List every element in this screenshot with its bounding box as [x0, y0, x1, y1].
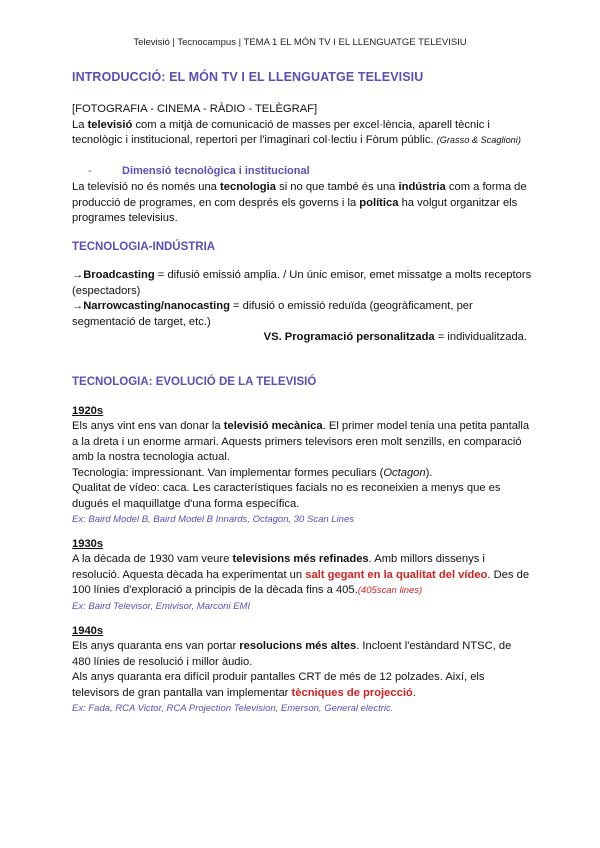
decade-1920s-title: 1920s: [72, 405, 104, 417]
bullet-dot: -: [88, 165, 92, 177]
decade-1920s-text: Els anys vint ens van donar la televisió mecànica. El primer model tenia una petita pantalla a la dreta i un enorme armari. Aquests primers televisors eren molt senzills, en comparació amb la nostra tecnologia actual. Tecnologia: impressionant. Van implementar formes peculiars (Octagon). Qualitat de vídeo: caca. Les característiques facials no es reconeixien a menys que es dugués el maquillatge d'una forma específica. Ex: Baird Model B, Baird Model B Innards, Octagon, 30 Scan Lines: [72, 419, 532, 528]
arrow-icon: →: [72, 269, 84, 281]
dimension-paragraph: La televisió no és només una tecnologia si no que també és una indústria com a forma de producció de programes, en com després els governs i la política ha volgut organitzar els programes televisius.: [72, 181, 527, 224]
intro-brackets: [FOTOGRAFIA - CINEMA - RÀDIO - TELÈGRAF]: [72, 103, 318, 115]
page-header: Televisió | Tecnocampus | TEMA 1 EL MÓN TV I EL LLENGUATGE TELEVISIU: [133, 37, 467, 48]
decade-1940s-title: 1940s: [72, 625, 104, 637]
arrow-icon: →: [72, 300, 84, 312]
highlight-red: salt gegant en la qualitat del vídeo: [305, 568, 488, 581]
vs-line: VS. Programació personalitzada = individualitzada.: [263, 331, 527, 343]
section-heading-industry: TECNOLOGIA-INDÚSTRIA: [72, 241, 216, 253]
intro-paragraph: [72, 102, 532, 149]
page-title: INTRODUCCIÓ: EL MÓN TV I EL LLENGUATGE TELEVISIU: [72, 70, 424, 84]
citation: (Grasso & Scaglioni): [436, 135, 521, 145]
examples-1930s: Ex: Baird Televisor, Emivisor, Marconi EMI: [72, 600, 251, 612]
intro-text: La televisió com a mitjà de comunicació de masses per excel·lència, aparell tècnic i tecnològic i institucional, repertori per l'imaginari col·lectiu i Fòrum públic. (Grasso & Scaglioni): [72, 118, 521, 146]
examples-1920s: Ex: Baird Model B, Baird Model B Innards, Octagon, 30 Scan Lines: [72, 514, 354, 525]
highlight-red: tècniques de projecció: [291, 686, 413, 699]
decade-1940s-text: Els anys quaranta ens van portar resolucions més altes. Incloent l'estàndard NTSC, de 480 línies de resolució i millor àudio. Als anys quaranta era difícil produir pantalles CRT de més de 12 polzades. Així, els televisors de gran pantalla van implementar tècniques de projecció. Ex: Fada, RCA Victor, RCA Projection Television, Emerson, General electric.: [72, 639, 532, 717]
bullet-heading: - Dimensió tecnològica i institucional: [72, 164, 532, 180]
broadcasting-line: →Broadcasting = difusió emissió amplia. / Un únic emisor, emet missatge a molts receptors (espectadors): [72, 269, 532, 297]
section-heading-evolution: TECNOLOGIA: EVOLUCIÓ DE LA TELEVISIÓ: [72, 376, 317, 388]
examples-1940s: Ex: Fada, RCA Victor, RCA Projection Television, Emerson, General electric.: [72, 703, 394, 714]
decade-1930s-title: 1930s: [72, 538, 104, 550]
bold-term: televisió: [87, 118, 133, 131]
narrowcasting-line: →Narrowcasting/nanocasting = difusió o emissió reduïda (geogràficament, per segmentació de target, etc.): [72, 300, 473, 328]
decade-1930s-text: A la dècada de 1930 vam veure televisions més refinades. Amb millors dissenys i resolució. Aquesta dècada ha experimentat un salt gegant en la qualitat del vídeo. Des de 100 línies d'exploració a principis de la dècada fins a 405.(405scan lines) Ex: Baird Televisor, Emivisor, Marconi EMI: [72, 552, 532, 614]
